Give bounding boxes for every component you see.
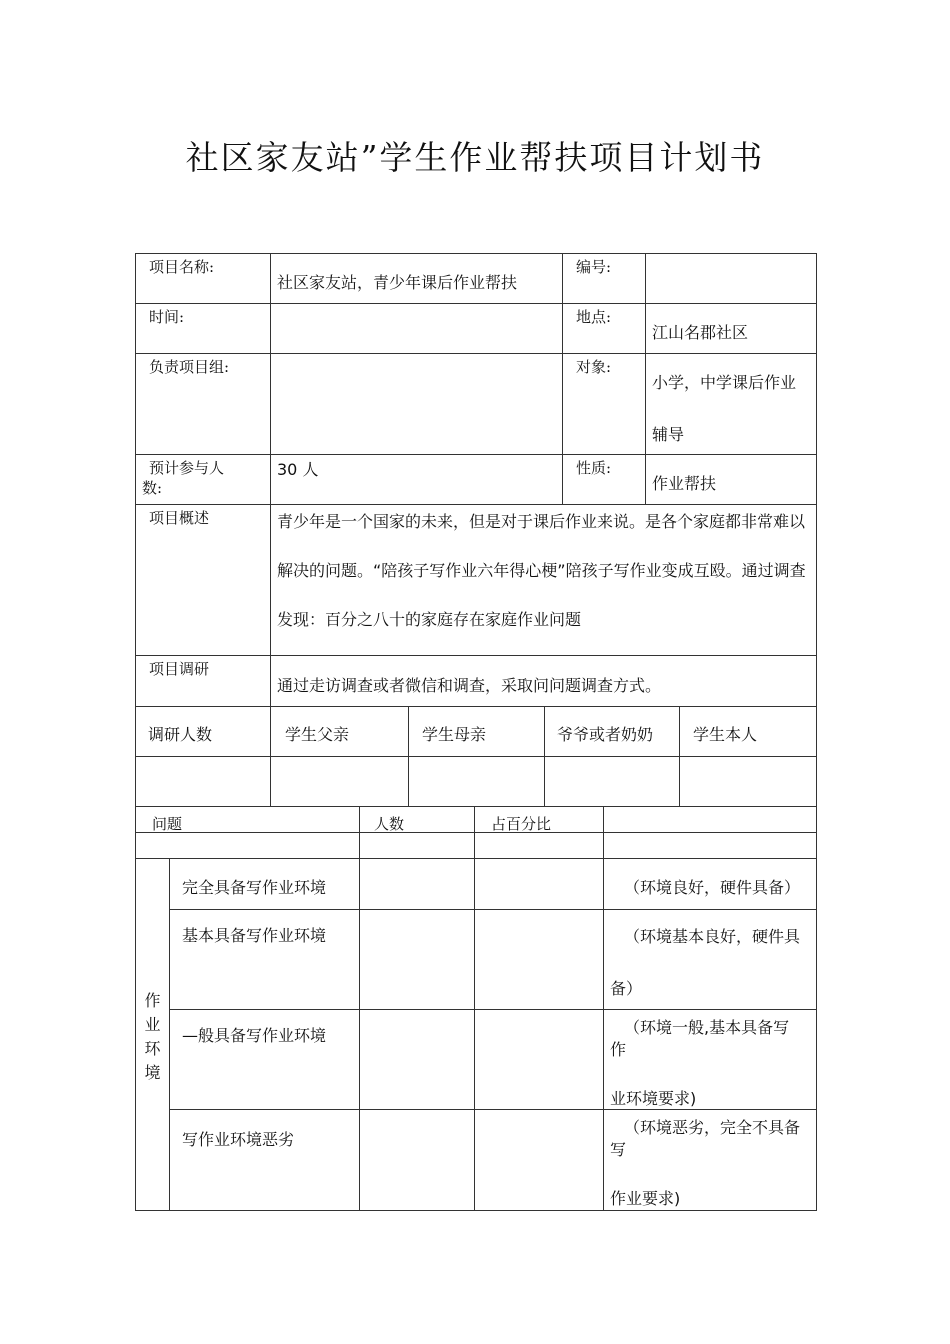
- group-label-char: 境: [144, 1063, 161, 1082]
- count-cell: [359, 1109, 475, 1211]
- question-spacer-cell: [135, 832, 360, 859]
- question-header-label: 问题: [152, 815, 183, 833]
- overview-label-cell: [135, 504, 271, 656]
- group-label-char: 业: [144, 1015, 161, 1034]
- nature-label: 性质:: [576, 459, 612, 477]
- participants-label-line-2: 数:: [142, 479, 163, 497]
- question-header-question: [135, 806, 360, 833]
- note-cell: [603, 909, 817, 1010]
- question-spacer-cell: [474, 832, 604, 859]
- time-label: 时间:: [149, 308, 185, 326]
- overview-label: 项目概述: [149, 509, 210, 527]
- participants-label-line-1: 预计参与人: [149, 459, 225, 477]
- target-value-line-1: 小学，中学课后作业: [652, 373, 797, 392]
- count-cell: [359, 909, 475, 1010]
- question-spacer-cell: [359, 832, 475, 859]
- number-value-cell: [645, 253, 817, 304]
- count-cell: [359, 1009, 475, 1110]
- project-name-label: 项目名称:: [149, 258, 215, 276]
- group-value-cell: [270, 353, 563, 455]
- survey-value-cell: [270, 756, 409, 807]
- question-text: 完全具备写作业环境: [182, 878, 327, 897]
- time-label-cell: [135, 303, 271, 354]
- participants-value: 30 人: [277, 460, 319, 479]
- group-label-char: 环: [144, 1039, 161, 1058]
- survey-header-label: 学生本人: [693, 725, 758, 744]
- research-label: 项目调研: [149, 660, 210, 678]
- number-label-cell: [562, 253, 646, 304]
- question-cell: [169, 909, 360, 1010]
- location-value: 江山名郡社区: [652, 323, 749, 342]
- question-header-note: [603, 806, 817, 833]
- document-title: 社区家友站”学生作业帮扶项目计划书: [185, 138, 765, 177]
- location-label-cell: [562, 303, 646, 354]
- survey-value-cell: [679, 756, 817, 807]
- project-name-value-cell: [270, 253, 563, 304]
- target-value-cell: [645, 353, 817, 455]
- survey-header-label: 学生父亲: [285, 725, 350, 744]
- research-text-cell: [270, 655, 817, 707]
- note-line-1: （环境一般,基本具备写: [624, 1018, 790, 1037]
- target-label-cell: [562, 353, 646, 455]
- question-header-label: 人数: [374, 815, 405, 833]
- project-name-value: 社区家友站，青少年课后作业帮扶: [277, 273, 518, 292]
- question-text: —般具备写作业环境: [182, 1026, 327, 1045]
- question-text: 写作业环境恶劣: [182, 1130, 295, 1149]
- group-label-char: 作: [144, 991, 161, 1010]
- survey-header-grandparents: [544, 706, 680, 757]
- group-label-cell: [135, 353, 271, 455]
- project-name-label-cell: [135, 253, 271, 304]
- survey-header-father: [270, 706, 409, 757]
- location-value-cell: [645, 303, 817, 354]
- homework-environment-group-cell: [135, 858, 170, 1211]
- question-cell: [169, 1009, 360, 1110]
- target-label: 对象:: [576, 358, 612, 376]
- overview-text-cell: [270, 504, 817, 656]
- survey-value-cell: [544, 756, 680, 807]
- number-label: 编号:: [576, 258, 612, 276]
- percent-cell: [474, 909, 604, 1010]
- question-spacer-cell: [603, 832, 817, 859]
- note-line-2: 写: [610, 1140, 627, 1159]
- target-value-line-2: 辅导: [652, 425, 685, 444]
- location-label: 地点:: [576, 308, 612, 326]
- question-cell: [169, 1109, 360, 1211]
- note-line-1: （环境基本良好，硬件具: [624, 927, 801, 946]
- research-text: 通过走访调查或者微信和调查，采取问问题调查方式。: [277, 676, 662, 695]
- percent-cell: [474, 858, 604, 910]
- homework-environment-group-label: [136, 989, 169, 1085]
- question-text: 基本具备写作业环境: [182, 926, 327, 945]
- note-line-1: （环境良好，硬件具备）: [624, 878, 801, 897]
- survey-header-label: 调研人数: [148, 725, 213, 744]
- note-line-2: 备）: [610, 979, 643, 998]
- question-cell: [169, 858, 360, 910]
- research-label-cell: [135, 655, 271, 707]
- survey-value-cell: [408, 756, 545, 807]
- note-line-3: 作业要求): [610, 1189, 681, 1208]
- count-cell: [359, 858, 475, 910]
- question-header-label: 占百分比: [491, 815, 552, 833]
- survey-header-student: [679, 706, 817, 757]
- overview-text: 青少年是一个国家的未来，但是对于课后作业来说。是各个家庭都非常难以解决的问题。“陪孩子写作业六年得心梗”陪孩子写作业变成互殴。通过调查发现：百分之八十的家庭存在家庭作业问题: [277, 512, 806, 629]
- survey-header-mother: [408, 706, 545, 757]
- note-line-2: 作: [610, 1040, 627, 1059]
- note-cell: [603, 858, 817, 910]
- participants-label-cell: [135, 454, 271, 505]
- note-line-3: 业环境要求): [610, 1089, 697, 1108]
- note-line-1: （环境恶劣，完全不具备: [624, 1118, 801, 1137]
- survey-value-cell: [135, 756, 271, 807]
- survey-header-label: 爷爷或者奶奶: [557, 725, 654, 744]
- survey-header-respondents: [135, 706, 271, 757]
- percent-cell: [474, 1109, 604, 1211]
- question-header-count: [359, 806, 475, 833]
- question-header-percent: [474, 806, 604, 833]
- nature-value: 作业帮扶: [652, 474, 717, 493]
- time-value-cell: [270, 303, 563, 354]
- percent-cell: [474, 1009, 604, 1110]
- group-label: 负责项目组:: [149, 358, 230, 376]
- survey-header-label: 学生母亲: [422, 725, 487, 744]
- note-cell: [603, 1109, 817, 1211]
- note-cell: [603, 1009, 817, 1110]
